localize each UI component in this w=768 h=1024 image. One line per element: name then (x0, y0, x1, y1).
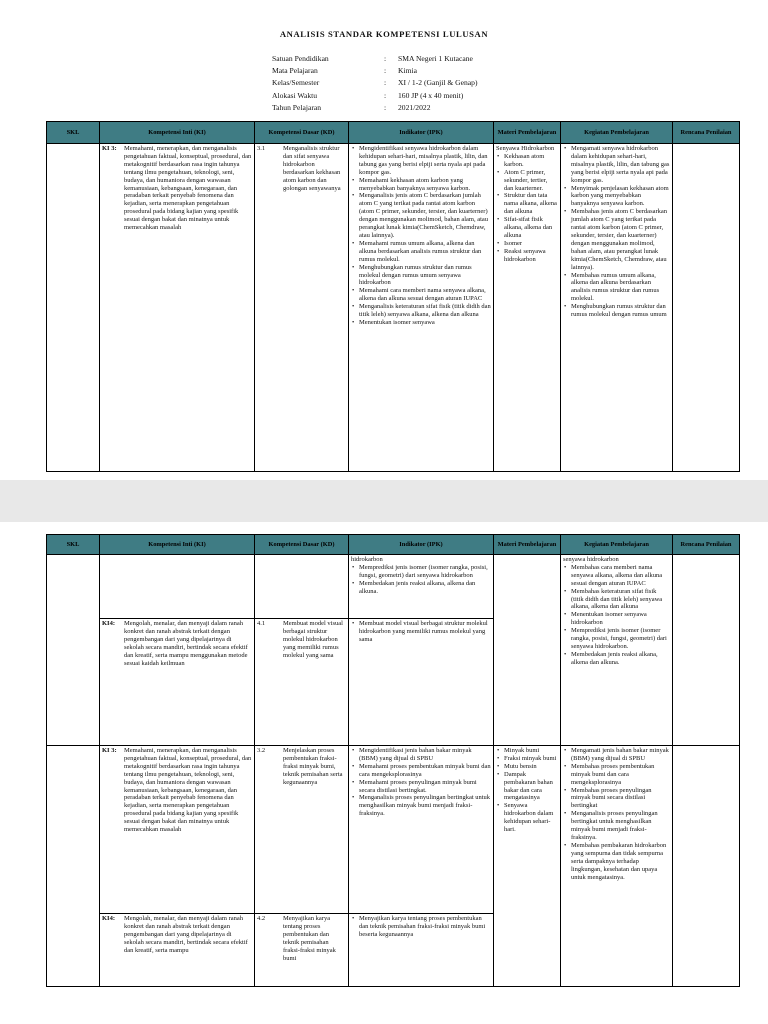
header-kd: Kompetensi Dasar (KD) (255, 122, 349, 144)
meta-label: Tahun Pelajaran (272, 102, 322, 112)
list-item: • Menghubungkan rumus struktur dan rumus molekul dengan rumus umum senyawa hidrokarbon (351, 264, 491, 288)
list-item: • Membahas rumus umum alkana, alkena dan alkuna berdasarkan analisis rumus struktur dan rumus molekul. (563, 272, 670, 304)
list-item: • Menyimak penjelasan kekhasan atom karbon yang menyebabkan banyaknya senyawa karbon. (563, 185, 670, 209)
table-row (47, 746, 740, 914)
list-item: • Mengidentifikasi jenis bahan bakar minyak (BBM) yang dijual di SPBU (351, 747, 491, 763)
list-item: • Senyawa hidrokarbon dalam kehidupan sehari-hari. (496, 802, 558, 834)
list-item: • Menganalisis jenis atom C berdasarkan jumlah atom C yang terikat pada rantai atom karbon (atom C primer, sekunder, tersier, dan kuarterner) dengan menggunakan molimod, bahan alam, atau perangkat lunak kimia(ChemSketch, Chemdraw, atau lainnya). (351, 192, 491, 239)
list-item: • Fraksi minyak bumi (496, 755, 558, 763)
kegiatan-cell (561, 144, 673, 472)
header-materi: Materi Pembelajaran (494, 122, 561, 144)
identity-block: Satuan Pendidikan : SMA Negeri 1 Kutacane Mata Pelajaran : Kimia Kelas/Semester : XI / 1-2 (Ganjil & Genap) Alokasi Waktu : 160 JP (4 x 40 menit) Tahun Pelajaran : 2021/2022 (272, 53, 478, 114)
document-title: ANALISIS STANDAR KOMPETENSI LULUSAN (279, 29, 489, 39)
header-kegiatan: Kegiatan Pembelajaran (561, 535, 673, 555)
meta-label: Alokasi Waktu (272, 90, 318, 100)
list-item: • Menentukan isomer senyawa (351, 319, 491, 327)
meta-label: Mata Pelajaran (272, 66, 318, 76)
list-item: • Isomer (496, 240, 558, 248)
list-item: • Memahami rumus umum alkana, alkena dan alkuna berdasarkan analisis rumus struktur dan rumus molekul. (351, 240, 491, 264)
list-item: • Menganalisis proses penyulingan bertingkat untuk menghasilkan minyak bumi menjadi fraksi-fraksinya. (351, 794, 491, 818)
header-kegiatan: Kegiatan Pembelajaran (561, 122, 673, 144)
list-item: • Menghubungkan rumus struktur dan rumus molekul dengan rumus umum (563, 303, 670, 319)
ipk-cell (349, 914, 494, 987)
header-row (47, 535, 740, 555)
ipk-cell (349, 144, 494, 472)
meta-value: XI / 1-2 (Ganjil & Genap) (398, 78, 478, 88)
list-item: • Mutu bensin (496, 763, 558, 771)
ipk-cell: hidrokarbon • Memprediksi jenis isomer (isomer rangka, posisi, fungsi, geometri) dari senyawa hidrokarbon • Membedakan jenis reaksi alkana, alkena dan alkuna. (349, 555, 494, 619)
list-item: • Mengamati senyawa hidrokarbon dalam kehidupan sehari-hari, misalnya plastik, lilin, dan tabung gas yang berisi elpiji serta nyala api pada kompor gas. (563, 145, 670, 185)
ki-cell (100, 555, 255, 619)
header-ki: Kompetensi Inti (KI) (100, 535, 255, 555)
header-materi: Materi Pembelajaran (494, 535, 561, 555)
list-item: • Dampak pembakaran bahan bakar dan cara mengatasinya (496, 771, 558, 803)
list-item: • Memahami proses pembentukan minyak bumi dan cara mengeksplorasinya (351, 763, 491, 779)
list-item: • Memprediksi jenis isomer (isomer rangka, posisi, fungsi, geometri) dari senyawa hidrokarbon (351, 564, 491, 580)
rencana-cell (673, 746, 740, 987)
rencana-cell (673, 144, 740, 472)
list-item: • Memahami kekhasan atom karbon yang menyebabkan banyaknya senyawa karbon. (351, 177, 491, 193)
meta-label: Satuan Pendidikan (272, 54, 329, 63)
list-item: • Reaksi senyawa hidrokarbon (496, 248, 558, 264)
list-item: • Menganalisis proses penyulingan bertingkat untuk menghasilkan minyak bumi menjadi fraksi-fraksinya. (563, 810, 670, 842)
list-item: • Membahas jenis atom C berdasarkan jumlah atom C yang terikat pada rantai atom karbon (atom C primer, sekunder, tersier, dan kuarterner) dengan menggunakan molimod, bahan alam, atau perangkat lunak kimia(ChemSketch, Chemdraw, atau lainnya). (563, 208, 670, 271)
header-skl: SKL (47, 122, 100, 144)
list-item: • Mengidentifikasi senyawa hidrokarbon dalam kehidupan sehari-hari, misalnya plastik, lilin, dan tabung gas yang berisi elpiji serta nyala api pada kompor gas. (351, 145, 491, 177)
header-rencana: Rencana Penilaian (673, 122, 740, 144)
list-item: • Membahas proses pembentukan minyak bumi dan cara mengeksplorasinya (563, 763, 670, 787)
meta-label: Kelas/Semester (272, 78, 320, 88)
skl-cell (47, 144, 100, 472)
kegiatan-cell (561, 746, 673, 987)
header-kd: Kompetensi Dasar (KD) (255, 535, 349, 555)
page-2 (0, 522, 768, 1024)
list-item: • Menganalisis keteraturan sifat fisik (titik didih dan titik leleh) senyawa alkana, alkena dan alkuna (351, 303, 491, 319)
skl-cell (47, 746, 100, 987)
list-item: • Memprediksi jenis isomer (isomer rangka, posisi, fungsi, geometri) dari senyawa hidrokarbon. (563, 627, 670, 651)
ki-cell: KI 3: Memahami, menerapkan, dan menganalisis pengetahuan faktual, konseptual, prosedural, dan metakognitif berdasarkan rasa ingin tahunya tentang ilmu pengetahuan, teknologi, seni, budaya, dan humaniora dengan wawasan kemanusiaan, kebangsaan, kenegaraan, dan peradaban terkait penyebab fenomena dan kejadian, serta menerapkan pengetahuan prosedural pada bidang kajian yang spesifik sesuai dengan bakat dan minatnya untuk memecahkan masalah (100, 144, 255, 472)
list-item: • Membedakan jenis reaksi alkana, alkena dan alkuna. (351, 580, 491, 596)
meta-value: 2021/2022 (398, 102, 431, 112)
meta-value: SMA Negeri 1 Kutacane (398, 54, 473, 63)
ipk-cell (349, 746, 494, 914)
list-item: • Membahas keteraturan sifat fisik (titik didih dan titik leleh) senyawa alkana, alkena dan alkuna (563, 588, 670, 612)
list-item: • Membahas proses penyulingan minyak bumi secara distilasi bertingkat (563, 787, 670, 811)
kegiatan-cell: senyawa hidrokarbon • Membahas cara memberi nama senyawa alkana, alkena dan alkuna sesuai dengan aturan IUPAC • Membahas keteraturan sifat fisik (titik didih dan titik leleh) senyawa alkana, alkena dan alkuna • Menentukan isomer senyawa hidrokarbon • Memprediksi jenis isomer (isomer rangka, posisi, fungsi, geometri) dari senyawa hidrokarbon. • Membedakan jenis reaksi alkana, alkena dan alkuna. (561, 555, 673, 746)
header-ipk: Indikator (IPK) (349, 535, 494, 555)
list-item: • Menentukan isomer senyawa hidrokarbon (563, 611, 670, 627)
list-item: • Membahas pembakaran hidrokarbon yang sempurna dan tidak sempurna serta dampaknya terhadap lingkungan, kesehatan dan upaya untuk mengatasinya. (563, 842, 670, 882)
ki-cell: KI4: Mengolah, menalar, dan menyaji dalam ranah konkret dan ranah abstrak terkait dengan pengembangan dari yang dipelajarinya di sekolah secara mandiri, bertindak secara efektif dan kreatif, serta mampu (100, 914, 255, 987)
header-rencana: Rencana Penilaian (673, 535, 740, 555)
list-item: • Membahas cara memberi nama senyawa alkana, alkena dan alkuna sesuai dengan aturan IUPAC (563, 564, 670, 588)
header-ipk: Indikator (IPK) (349, 122, 494, 144)
materi-cell: Senyawa Hidrokarbon • Kekhasan atom karbon. • Atom C primer, sekunder, tertier, dan kuarterner. • Struktur dan tata nama alkana, alkena dan alkuna • Sifat-sifat fisik alkana, alkena dan alkuna • Isomer • Reaksi senyawa hidrokarbon (494, 144, 561, 472)
list-item: • Memahami cara memberi nama senyawa alkana, alkena dan alkuna sesuai dengan aturan IUPAC (351, 287, 491, 303)
rencana-cell (673, 555, 740, 746)
list-item: • Membuat model visual berbagai struktur molekul hidrokarbon yang memiliki rumus molekul yang sama (351, 620, 491, 644)
list-item: • Minyak bumi (496, 747, 558, 755)
materi-cell (494, 555, 561, 746)
list-item: • Kekhasan atom karbon. (496, 153, 558, 169)
meta-value: Kimia (398, 66, 417, 76)
table-row (47, 555, 740, 619)
kd-cell: 4.1 Membuat model visual berbagai struktur molekul hidrokarbon yang memiliki rumus molekul yang sama (255, 619, 349, 746)
page-1 (0, 0, 768, 480)
header-ki: Kompetensi Inti (KI) (100, 122, 255, 144)
ipk-cell (349, 619, 494, 746)
kd-cell (255, 555, 349, 619)
list-item: • Sifat-sifat fisik alkana, alkena dan alkuna (496, 216, 558, 240)
skl-cell (47, 555, 100, 746)
header-skl: SKL (47, 535, 100, 555)
table-row (47, 144, 740, 472)
kd-cell: 3.1 Menganalisis struktur dan sifat senyawa hidrokarbon berdasarkan kekhasan atom karbon dan golongan senyawanya (255, 144, 349, 472)
skl-table-2 (46, 534, 740, 987)
list-item: • Memahami proses penyulingan minyak bumi secara distilasi bertingkat. (351, 779, 491, 795)
list-item: • Atom C primer, sekunder, tertier, dan kuarterner. (496, 169, 558, 193)
skl-table-1 (46, 121, 740, 472)
list-item: • Menyajikan karya tentang proses pembentukan dan teknik pemisahan fraksi-fraksi minyak bumi beserta kegunaannya (351, 915, 491, 939)
kd-cell: 3.2 Menjelaskan proses pembentukan fraksi-fraksi minyak bumi, teknik pemisahan serta kegunaannya (255, 746, 349, 914)
materi-cell (494, 746, 561, 987)
list-item: • Mengamati jenis bahan bakar minyak (BBM) yang dijual di SPBU (563, 747, 670, 763)
ki-cell: KI4: Mengolah, menalar, dan menyaji dalam ranah konkret dan ranah abstrak terkait dengan pengembangan dari yang dipelajarinya di sekolah secara mandiri, bertindak secara efektif dan kreatif, serta mampu menggunakan metode sesuai kaidah keilmuan (100, 619, 255, 746)
header-row (47, 122, 740, 144)
kd-cell: 4.2 Menyajikan karya tentang proses pembentukan dan teknik pemisahan fraksi-fraksi minyak bumi (255, 914, 349, 987)
list-item: • Struktur dan tata nama alkana, alkena dan alkuna (496, 192, 558, 216)
ki-cell: KI 3: Memahami, menerapkan, dan menganalisis pengetahuan faktual, konseptual, prosedural, dan metakognitif berdasarkan rasa ingin tahunya tentang ilmu pengetahuan, teknologi, seni, budaya, dan humaniora dengan wawasan kemanusiaan, kebangsaan, kenegaraan, dan peradaban terkait penyebab fenomena dan kejadian, serta menerapkan pengetahuan prosedural pada bidang kajian yang spesifik sesuai dengan bakat dan minatnya untuk memecahkan masalah (100, 746, 255, 914)
meta-value: 160 JP (4 x 40 menit) (398, 90, 464, 100)
list-item: • Membedakan jenis reaksi alkana, alkena dan alkuna. (563, 651, 670, 667)
